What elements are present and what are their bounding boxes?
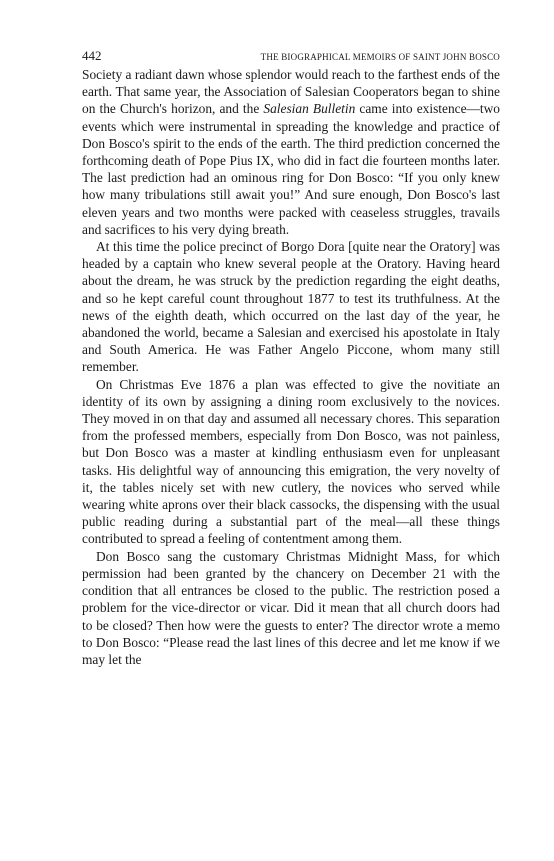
italic-title: Salesian Bulletin [263,101,356,117]
book-page [82,48,500,668]
running-title: THE BIOGRAPHICAL MEMOIRS OF SAINT JOHN BOSCO [260,52,500,62]
paragraph-police-captain: At this time the police precinct of Borgo Dora [quite near the Oratory] was headed by a captain who knew several people at the Oratory. Having heard about the dream, he was struck by the prediction regarding the eight deaths, and so he kept careful count throughout 1877 to test its truthfulness. At the news of the eighth death, which occurred on the last day of the year, he abandoned the world, became a Salesian and exercised his apostolate in Italy and South America. He was Father Angelo Piccone, whom many still remember. [82,239,500,375]
paragraph-midnight-mass: Don Bosco sang the customary Christmas Midnight Mass, for which permission had been granted by the chancery on December 21 with the condition that all entrances be closed to the public. The restriction posed a problem for the vice-director or vicar. Did it mean that all church doors had to be closed? Then how were the guests to enter? The director wrote a memo to Don Bosco: “Please read the last lines of this decree and let me know if we may let the [82,548,500,667]
running-header [82,48,500,64]
paragraph-text-end: came into existence—two events which were instrumental in spreading the knowledge and practice of Don Bosco's spirit to the ends of the earth. The third prediction concerned the forthcoming death of Pope Pius IX, who did in fact die fourteen months later. The last prediction had an ominous ring for Don Bosco: “If you only knew how many tribulations still await you!” And sure enough, Don Bosco's last eleven years and two months were packed with ceaseless struggles, travails and sacrifices to his very dying breath. [82,101,500,237]
paragraph-continued [82,66,500,238]
paragraph-text-start: Society a radiant dawn whose splendor would reach to the farthest ends of the earth. That same year, the Association of Salesian Cooperators began to shine on the Church's horizon, and the [82,67,500,117]
page-number: 442 [82,48,102,63]
paragraph-christmas-eve: On Christmas Eve 1876 a plan was effected to give the novitiate an identity of its own by assigning a dining room exclusively to the novices. They moved in on that day and assumed all necessary chores. This separation from the professed members, especially from Don Bosco, was not painless, but Don Bosco was a master at kindling enthusiasm even for unpleasant tasks. His delightful way of announcing this emigration, the very novelty of it, the tables nicely set with new cutlery, the novices who served while wearing white aprons over their black cassocks, the dispensing with the usual public reading during a substantial part of the meal—all these things contributed to spread a feeling of contentment among them. [82,376,500,547]
